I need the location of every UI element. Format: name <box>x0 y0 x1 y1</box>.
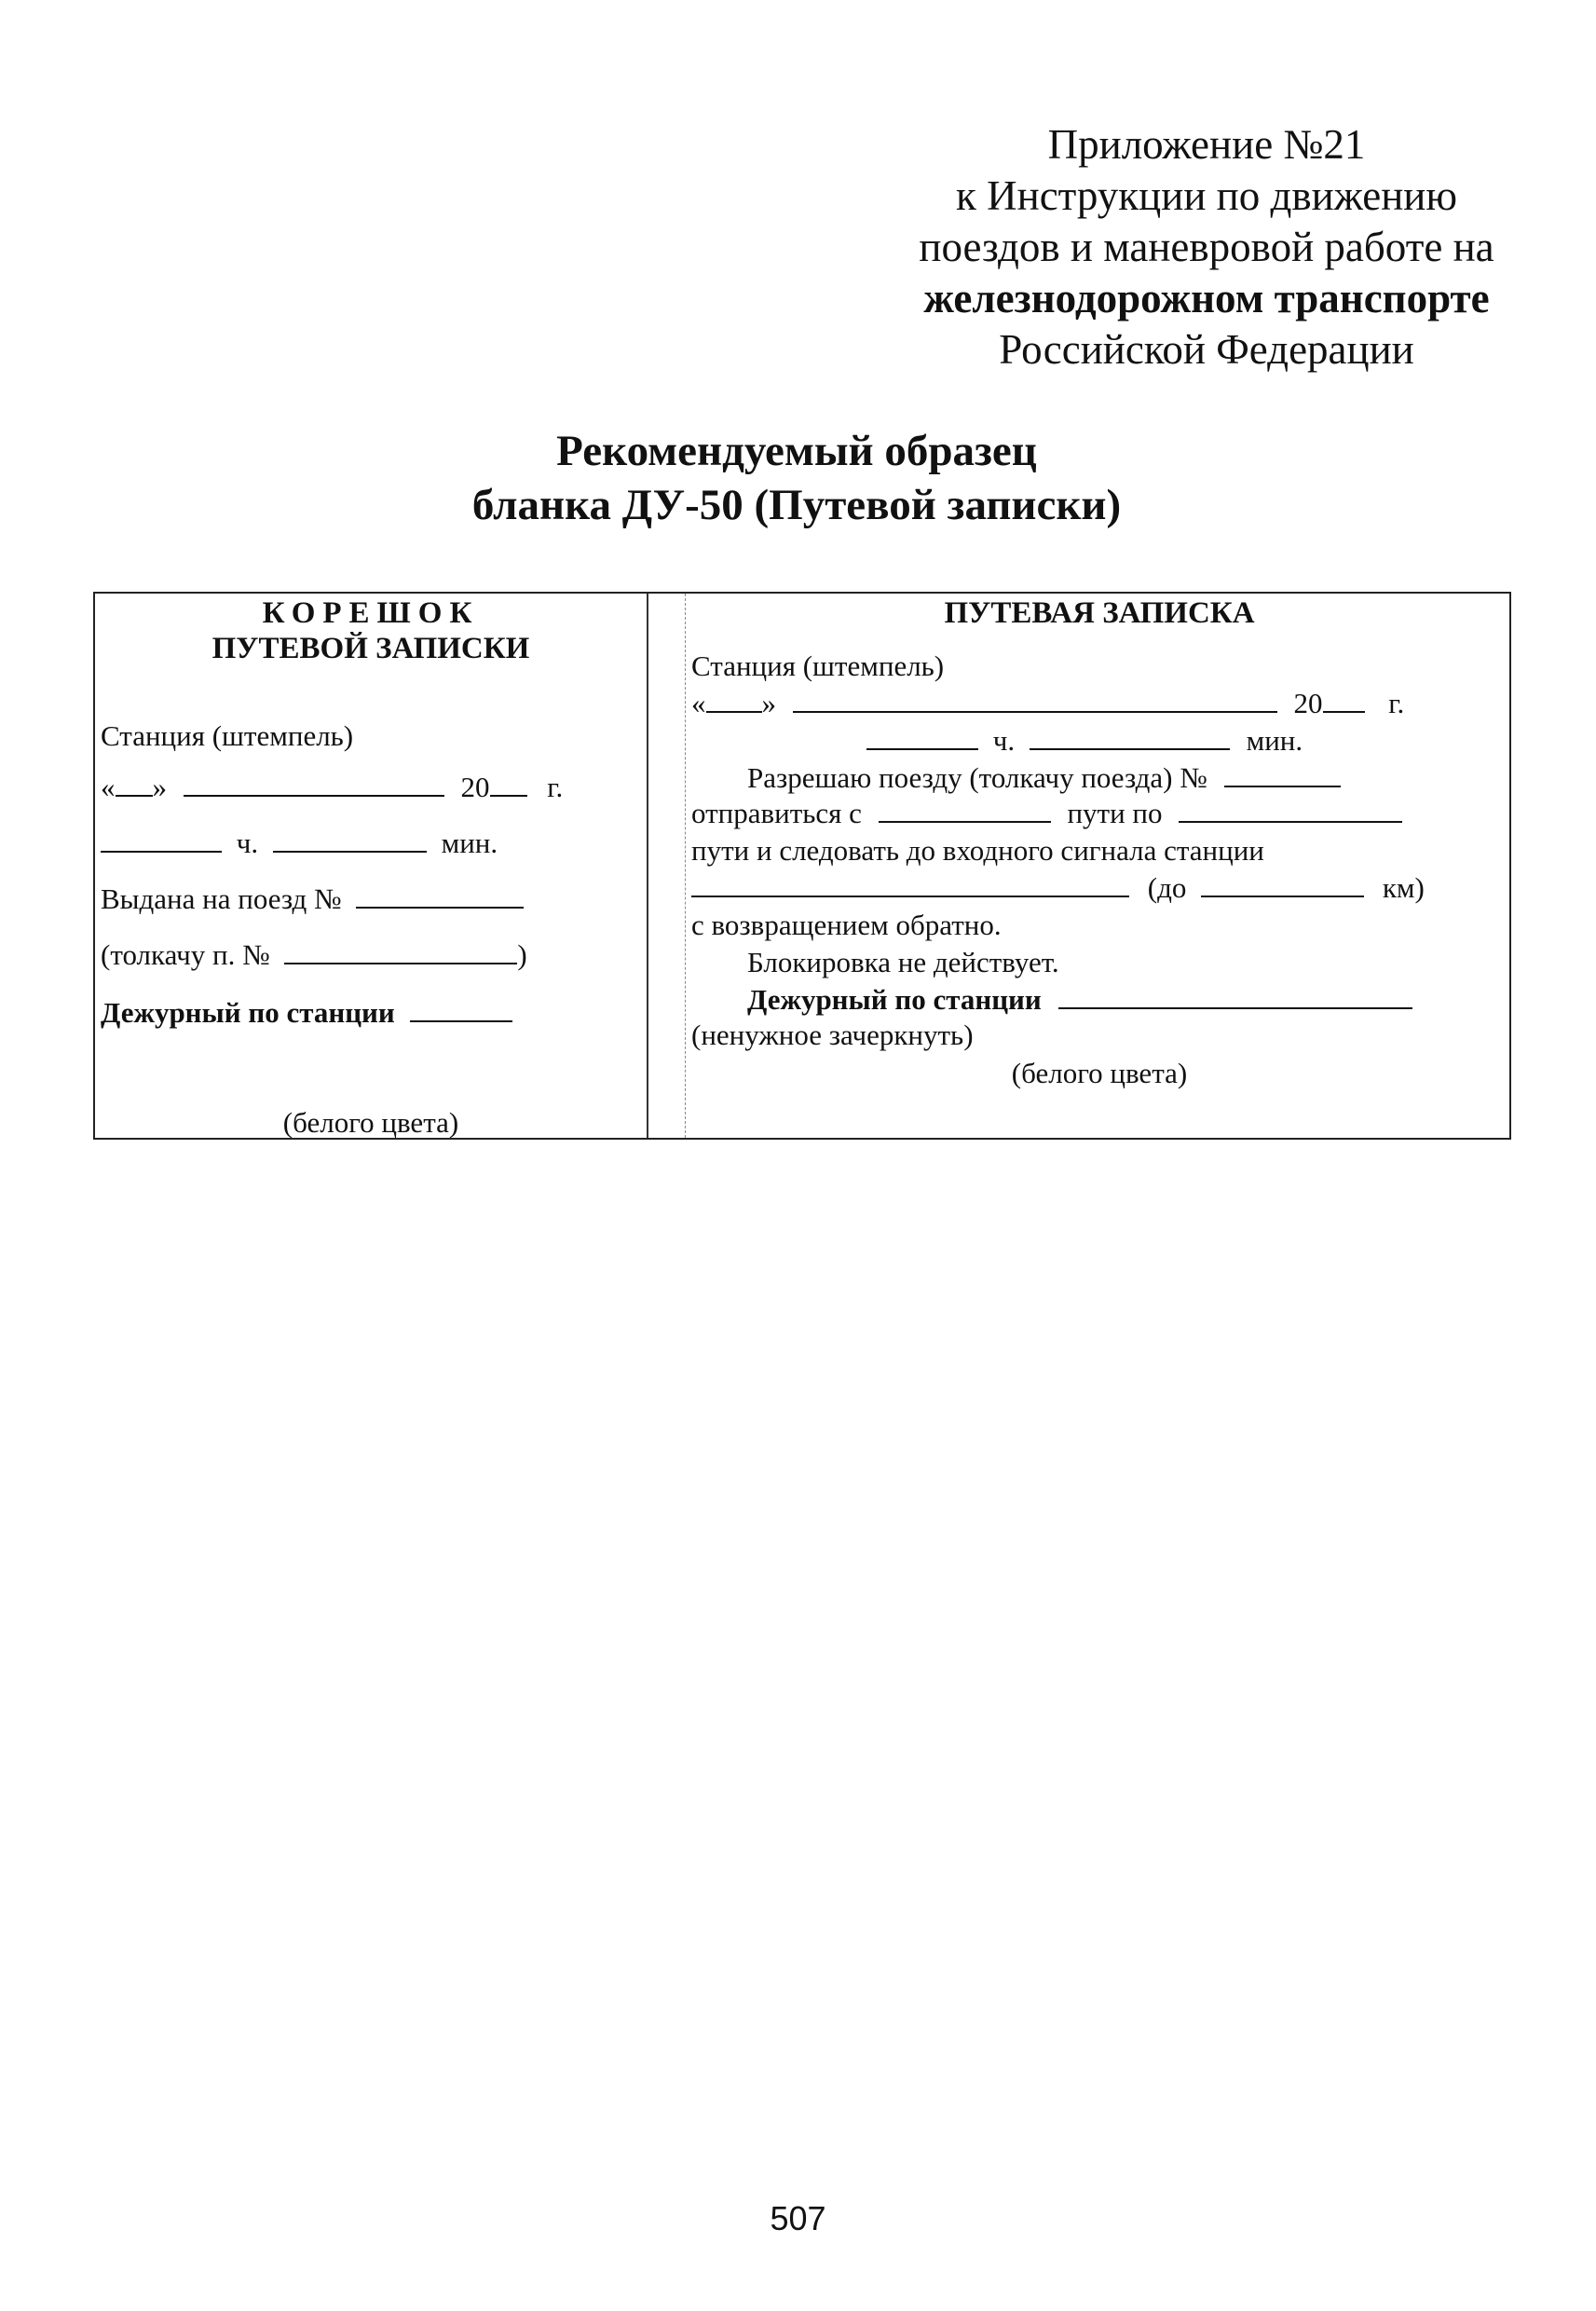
note-destination-row: (до км) <box>691 871 1425 905</box>
appendix-line: к Инструкции по движению <box>956 172 1457 219</box>
stub-pusher-row: (толкачу п. № ) <box>101 938 527 971</box>
note-train-number-field[interactable] <box>1224 761 1341 787</box>
note-station: Станция (штемпель) <box>691 650 945 682</box>
note-return: с возвращением обратно. <box>691 909 1002 941</box>
stub-time-row: ч. мин. <box>101 827 498 860</box>
note-strike-hint: (ненужное зачеркнуть) <box>691 1019 974 1051</box>
divider-line <box>647 594 648 1138</box>
note-from-track-field[interactable] <box>879 797 1051 823</box>
appendix-number: Приложение №21 <box>1047 121 1366 168</box>
stub-duty-row: Дежурный по станции <box>101 996 512 1030</box>
note-duty-signature-field[interactable] <box>1058 983 1412 1009</box>
stub-month-field[interactable] <box>184 771 444 797</box>
stub-day-field[interactable] <box>116 771 153 797</box>
note-title: ПУТЕВАЯ ЗАПИСКА <box>944 596 1255 630</box>
note-color-note: (белого цвета) <box>1011 1057 1188 1089</box>
stub-issued-row: Выдана на поезд № <box>101 882 524 916</box>
appendix-header <box>820 119 1593 376</box>
note-time-row: ч. мин. <box>866 724 1303 758</box>
note-blocking: Блокировка не действует. <box>747 946 1059 978</box>
note-year-field[interactable] <box>1323 687 1365 713</box>
page-number: 507 <box>770 2199 826 2237</box>
note-km-field[interactable] <box>1201 871 1364 897</box>
stub-train-number-field[interactable] <box>356 882 524 909</box>
note-duty-row: Дежурный по станции <box>747 983 1412 1017</box>
stub-pusher-number-field[interactable] <box>284 938 517 964</box>
note-hours-field[interactable] <box>866 724 978 750</box>
note-day-field[interactable] <box>706 687 762 713</box>
tear-line <box>685 594 686 1138</box>
stub-title: КОРЕШОК <box>262 596 480 630</box>
note-minutes-field[interactable] <box>1030 724 1230 750</box>
title-line: бланка ДУ-50 (Путевой записки) <box>471 481 1122 529</box>
stub-color-note: (белого цвета) <box>282 1106 459 1139</box>
note-follow-row: пути и следовать до входного сигнала станции <box>691 834 1264 867</box>
note-track-by-field[interactable] <box>1179 797 1402 823</box>
note-date-row: « » 20 г. <box>691 687 1405 719</box>
title-line: Рекомендуемый образец <box>556 427 1037 475</box>
stub-subtitle: ПУТЕВОЙ ЗАПИСКИ <box>211 632 530 665</box>
stub-panel <box>95 594 647 1139</box>
note-depart-row: отправиться с пути по <box>691 797 1402 830</box>
appendix-line: Российской Федерации <box>999 326 1414 373</box>
stub-station: Станция (штемпель) <box>101 719 354 752</box>
form-du50 <box>93 592 1511 1140</box>
note-panel <box>689 594 1509 1089</box>
stub-date-row: « » 20 г. <box>101 771 564 803</box>
note-permit-row: Разрешаю поезду (толкачу поезда) № <box>747 761 1341 795</box>
stub-duty-signature-field[interactable] <box>410 996 512 1022</box>
note-destination-field[interactable] <box>691 871 1129 897</box>
stub-minutes-field[interactable] <box>273 827 427 853</box>
appendix-line: поездов и маневровой работе на <box>919 224 1494 270</box>
stub-hours-field[interactable] <box>101 827 222 853</box>
appendix-line: железнодорожном транспорте <box>923 275 1490 321</box>
stub-year-field[interactable] <box>490 771 527 797</box>
note-month-field[interactable] <box>793 687 1277 713</box>
document-title <box>280 424 1314 532</box>
